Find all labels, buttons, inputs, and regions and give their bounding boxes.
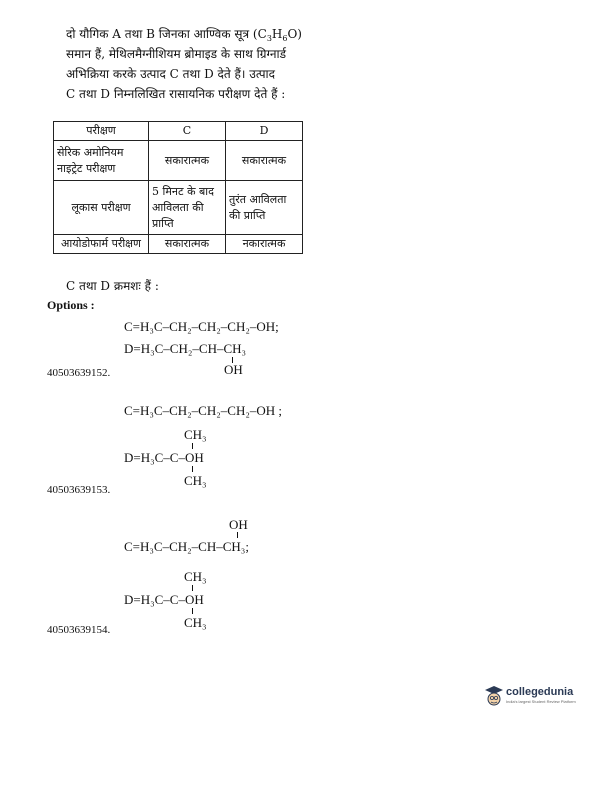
table-header: D: [226, 122, 303, 141]
option-1-d-substituent: OH: [224, 362, 243, 377]
logo-name: collegedunia: [506, 686, 574, 698]
option-3-c-top-substituent: OH: [229, 517, 248, 532]
table-cell: सकारात्मक: [149, 141, 226, 181]
option-3-c-formula: C=H₃C–CH₂–CH–CH₃;: [124, 539, 249, 554]
option-2-d-formula: D=H₃C–C–OH: [124, 450, 204, 465]
options-label: Options :: [47, 298, 95, 312]
table-header: C: [149, 122, 226, 141]
table-cell: सेरिक अमोनियम नाइट्रेट परीक्षण: [54, 141, 149, 181]
table-cell: सकारात्मक: [226, 141, 303, 181]
bond-line: [192, 443, 193, 449]
table-row: [54, 181, 303, 235]
logo-tagline: India's largest Student Review Platform: [506, 699, 576, 704]
option-1-c-formula: C=H₃C–CH₂–CH₂–CH₂–OH;: [124, 319, 279, 334]
option-2-c-formula: C=H₃C–CH₂–CH₂–CH₂–OH ;: [124, 403, 283, 418]
option-1-d-formula: D=H₃C–CH₂–CH–CH₃: [124, 341, 247, 356]
table-cell: तुरंत आविलता की प्राप्ति: [226, 181, 303, 235]
question-line-4: C तथा D निम्नलिखित रासायनिक परीक्षण देते हैं :: [66, 87, 286, 101]
table-header-row: [54, 122, 303, 141]
option-2-id[interactable]: 40503639153.: [47, 484, 111, 496]
question-line-2: समान हैं, मेथिलमैग्नीशियम ब्रोमाइड के साथ ग्रिग्नार्ड: [66, 47, 287, 61]
bond-line: [192, 585, 193, 591]
option-1-id[interactable]: 40503639152.: [47, 367, 111, 379]
collegedunia-logo: [484, 684, 584, 712]
table-row: [54, 141, 303, 181]
option-3-d-formula: D=H₃C–C–OH: [124, 592, 204, 607]
graduate-icon: [484, 685, 504, 709]
test-table: [53, 121, 303, 254]
table-cell: आयोडोफार्म परीक्षण: [54, 235, 149, 254]
option-2-d-top-substituent: CH₃: [184, 427, 207, 442]
table-header: परीक्षण: [54, 122, 149, 141]
table-cell: 5 मिनट के बाद आविलता की प्राप्ति: [149, 181, 226, 235]
option-3-d-bottom-substituent: CH₃: [184, 615, 207, 630]
table-cell: लूकास परीक्षण: [54, 181, 149, 235]
bond-line: [237, 532, 238, 538]
option-2-d-bottom-substituent: CH₃: [184, 473, 207, 488]
bond-line: [192, 608, 193, 614]
bond-line: [192, 466, 193, 472]
table-row: [54, 235, 303, 254]
table-cell: नकारात्मक: [226, 235, 303, 254]
question-line-1: दो यौगिक A तथा B जिनका आण्विक सूत्र $(C_3H_6O)$: [66, 27, 302, 43]
question-prompt: C तथा D क्रमशः हैं :: [66, 279, 159, 293]
table-cell: सकारात्मक: [149, 235, 226, 254]
option-3-id[interactable]: 40503639154.: [47, 624, 111, 636]
option-3-d-top-substituent: CH₃: [184, 569, 207, 584]
question-line-3: अभिक्रिया करके उत्पाद C तथा D देते हैं। उत्पाद: [66, 67, 276, 81]
